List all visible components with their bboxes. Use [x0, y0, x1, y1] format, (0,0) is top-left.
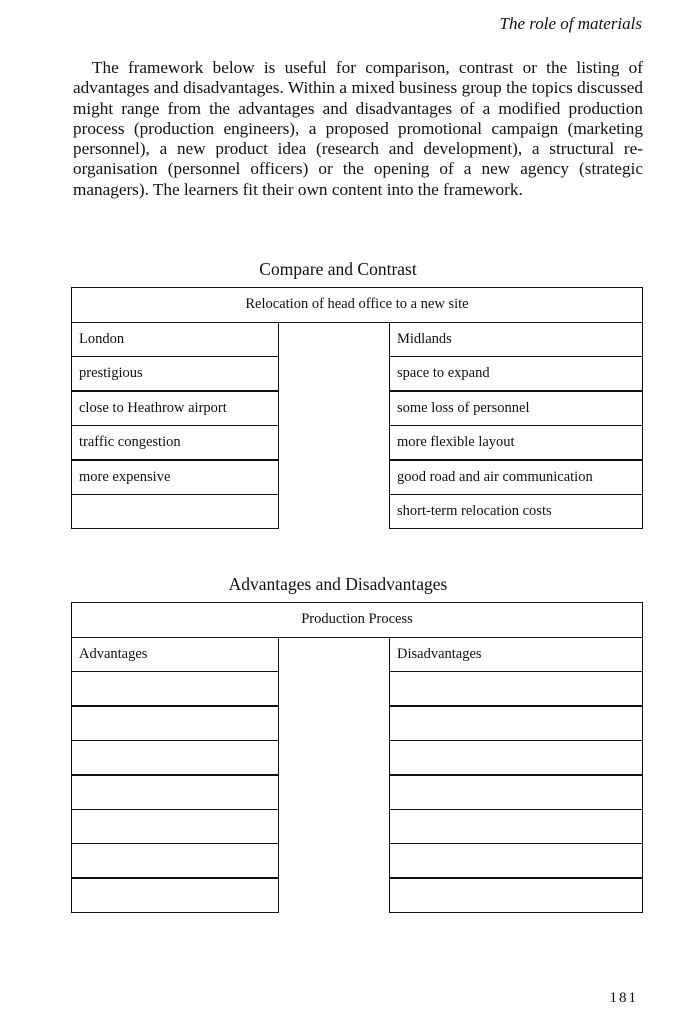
compare-left-cell: close to Heathrow airport: [71, 391, 279, 426]
advantages-right-cell: [389, 740, 643, 775]
compare-left-cell: [71, 494, 279, 529]
advantages-right-cell: Disadvantages: [389, 637, 643, 672]
compare-right-cell: some loss of personnel: [389, 391, 643, 426]
advantages-right-cell: [389, 671, 643, 706]
advantages-right-cell: [389, 706, 643, 741]
advantages-table-title: Production Process: [71, 602, 643, 638]
compare-right-cell: more flexible layout: [389, 425, 643, 460]
advantages-left-cell: [71, 878, 279, 913]
page-number: 181: [609, 990, 638, 1006]
advantages-left-cell: Advantages: [71, 637, 279, 672]
compare-left-cell: prestigious: [71, 356, 279, 391]
running-header: The role of materials: [499, 14, 642, 33]
advantages-left-cell: [71, 740, 279, 775]
advantages-left-cell: [71, 843, 279, 878]
compare-caption: Compare and Contrast: [259, 259, 417, 279]
compare-left-cell: London: [71, 322, 279, 357]
compare-table-title: Relocation of head office to a new site: [71, 287, 643, 323]
advantages-left-cell: [71, 809, 279, 844]
advantages-left-cell: [71, 775, 279, 810]
compare-right-cell: space to expand: [389, 356, 643, 391]
body-paragraph: The framework below is useful for comparison, contrast or the listing of advantages and disadvantages. Within a mixed business group the topics discussed might range from the advantages and disadvantages of a modified production process (production engineers), a proposed promotional campaign (marketing personnel), a new product idea (research and development), a structural re-organisation (personnel officers) or the opening of a new agency (strategic managers). The learners fit their own content into the framework.: [73, 58, 643, 199]
compare-right-cell: Midlands: [389, 322, 643, 357]
compare-right-cell: good road and air communication: [389, 460, 643, 495]
advantages-right-cell: [389, 878, 643, 913]
compare-left-cell: more expensive: [71, 460, 279, 495]
advantages-left-cell: [71, 671, 279, 706]
advantages-right-cell: [389, 843, 643, 878]
advantages-left-cell: [71, 706, 279, 741]
compare-right-cell: short-term relocation costs: [389, 494, 643, 529]
advantages-caption: Advantages and Disadvantages: [228, 574, 448, 594]
compare-left-cell: traffic congestion: [71, 425, 279, 460]
advantages-right-cell: [389, 775, 643, 810]
advantages-right-cell: [389, 809, 643, 844]
